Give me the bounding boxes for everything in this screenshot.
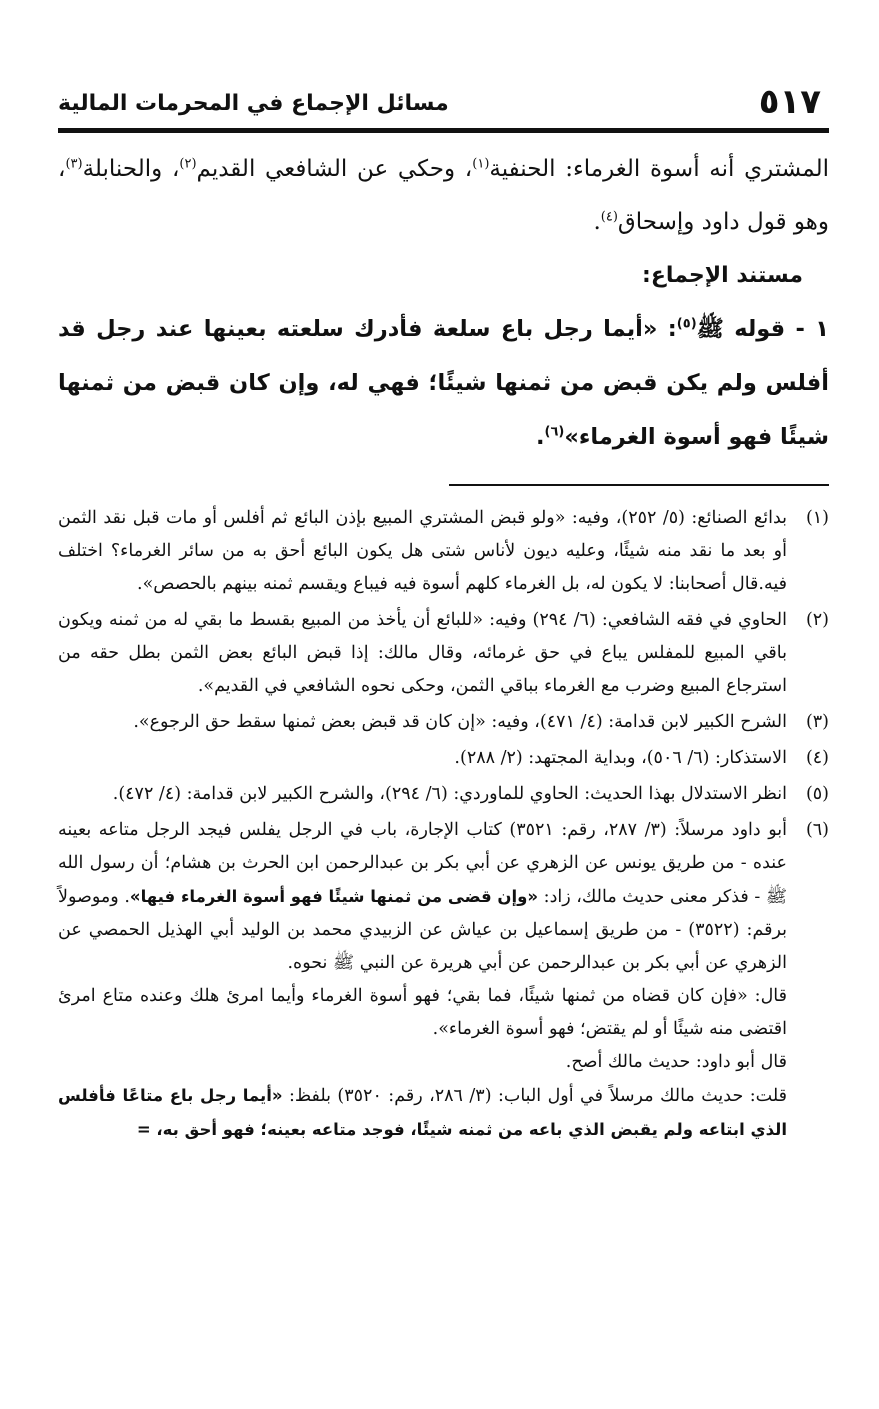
footnote-4 bbox=[58, 742, 829, 775]
footnote-6-para-2: قال: «فإن كان قضاه من ثمنها شيئًا، فما بقي؛ فهو أسوة الغرماء وأيما امرئ هلك وعنده متاع امرئ اقتضى منه شيئًا أو لم يقتض؛ فهو أسوة الغرماء». bbox=[58, 986, 787, 1039]
footnote-text: الحاوي في فقه الشافعي: (٦/ ٢٩٤) وفيه: «للبائع أن يأخذ من المبيع بقسط ما بقي له من ثمنه ويكون باقي المبيع للمفلس يباع في حق غرمائه، وقال مالك: إذا قبض البائع بعض الثمن بطل حقه من استرجاع المبيع وضرب مع الغرماء بباقي الثمن، وحكى نحوه الشافعي في القديم». bbox=[58, 610, 787, 696]
footnote-1 bbox=[58, 502, 829, 601]
footnotes bbox=[58, 502, 829, 1147]
main-text bbox=[58, 143, 829, 464]
footnote-number: (١) bbox=[805, 508, 829, 528]
footnote-6-para-4: قلت: حديث مالك مرسلاً في أول الباب: (٣/ ٢٨٦، رقم: ٣٥٢٠) بلفظ: «أيما رجل باع متاعًا فأفلس الذي ابتاعه ولم يقبض الذي باعه من ثمنه شيئًا، فوجد متاعه بعينه؛ فهو أحق به، = bbox=[58, 1086, 787, 1139]
page-number: ٥١٧ bbox=[758, 82, 821, 122]
paragraph-1: المشتري أنه أسوة الغرماء: الحنفية$^{(١)}$، وحكي عن الشافعي القديم$^{(٢)}$، والحنابلة$^{(٣)}$، وهو قول داود وإسحاق$^{(٤)}$. bbox=[58, 156, 829, 235]
footnote-ref-3[interactable]: (٣) bbox=[65, 156, 83, 172]
footnote-ref-5[interactable]: (٥) bbox=[676, 316, 697, 332]
footnote-text: الشرح الكبير لابن قدامة: (٤/ ٤٧١)، وفيه: «إن كان قد قبض بعض ثمنها سقط حق الرجوع». bbox=[133, 712, 787, 732]
hadith-paragraph: ١ - قوله ﷺ$^{(٥)}$: «أيما رجل باع سلعة فأدرك سلعته بعينها عند رجل قد أفلس ولم يكن قبض من ثمنها شيئًا؛ فهي له، وإن كان قبض من ثمنها شيئًا فهو أسوة الغرماء»$^{(٦)}$. bbox=[58, 316, 829, 450]
footnote-number: (٦) bbox=[805, 820, 829, 840]
footnote-number: (٥) bbox=[805, 784, 829, 804]
footnote-number: (٢) bbox=[805, 610, 829, 630]
footnote-text: انظر الاستدلال بهذا الحديث: الحاوي للماوردي: (٦/ ٢٩٤)، والشرح الكبير لابن قدامة: (٤/ ٤٧٢). bbox=[112, 784, 787, 804]
footnote-separator bbox=[449, 484, 829, 486]
footnote-6-para-3: قال أبو داود: حديث مالك أصح. bbox=[565, 1052, 787, 1072]
footnote-ref-1[interactable]: (١) bbox=[472, 156, 490, 172]
footnote-ref-2[interactable]: (٢) bbox=[179, 156, 197, 172]
footnote-ref-6[interactable]: (٦) bbox=[544, 424, 565, 440]
footnote-2 bbox=[58, 604, 829, 703]
footnote-text: بدائع الصنائع: (٥/ ٢٥٢)، وفيه: «ولو قبض المشتري المبيع بإذن البائع ثم أفلس أو مات قبل نقد الثمن أو بعد ما نقد منه شيئًا، وعليه ديون لأناس شتى هل يكون البائع أحق به من سائر الغرماء؟ اختلف فيه.قال أصحابنا: لا يكون له، بل الغرماء كلهم أسوة فيه فيباع ويقسم ثمنه بينهم بالحصص». bbox=[58, 508, 788, 594]
footnote-number: (٤) bbox=[805, 748, 829, 768]
footnote-text bbox=[58, 814, 787, 1147]
footnote-6-para-1: أبو داود مرسلاً: (٣/ ٢٨٧، رقم: ٣٥٢١) كتاب الإجارة، باب في الرجل يفلس فيجد الرجل متاعه بعينه عنده - من طريق يونس عن الزهري عن أبي بكر بن عبدالرحمن ابن الحرث بن هشام؛ أن رسول الله ﷺ - فذكر معنى حديث مالك، زاد: «وإن قضى من ثمنها شيئًا فهو أسوة الغرماء فيها». وموصولاً برقم: (٣٥٢٢) - من طريق إسماعيل بن عياش عن الزبيدي محمد بن الوليد أبي الهذيل الحمصي عن الزهري عن أبي بكر بن عبدالرحمن عن أبي هريرة عن النبي ﷺ نحوه. bbox=[58, 820, 787, 973]
footnote-ref-4[interactable]: (٤) bbox=[600, 209, 618, 225]
running-title: مسائل الإجماع في المحرمات المالية bbox=[58, 91, 449, 116]
header-rule bbox=[58, 128, 829, 133]
page-header bbox=[58, 78, 829, 122]
footnote-3 bbox=[58, 706, 829, 739]
footnote-text: الاستذكار: (٦/ ٥٠٦)، وبداية المجتهد: (٢/ ٢٨٨). bbox=[454, 748, 787, 768]
footnote-6 bbox=[58, 814, 829, 1147]
section-heading: مستند الإجماع: bbox=[642, 263, 803, 288]
footnote-number: (٣) bbox=[805, 712, 829, 732]
footnote-5 bbox=[58, 778, 829, 811]
